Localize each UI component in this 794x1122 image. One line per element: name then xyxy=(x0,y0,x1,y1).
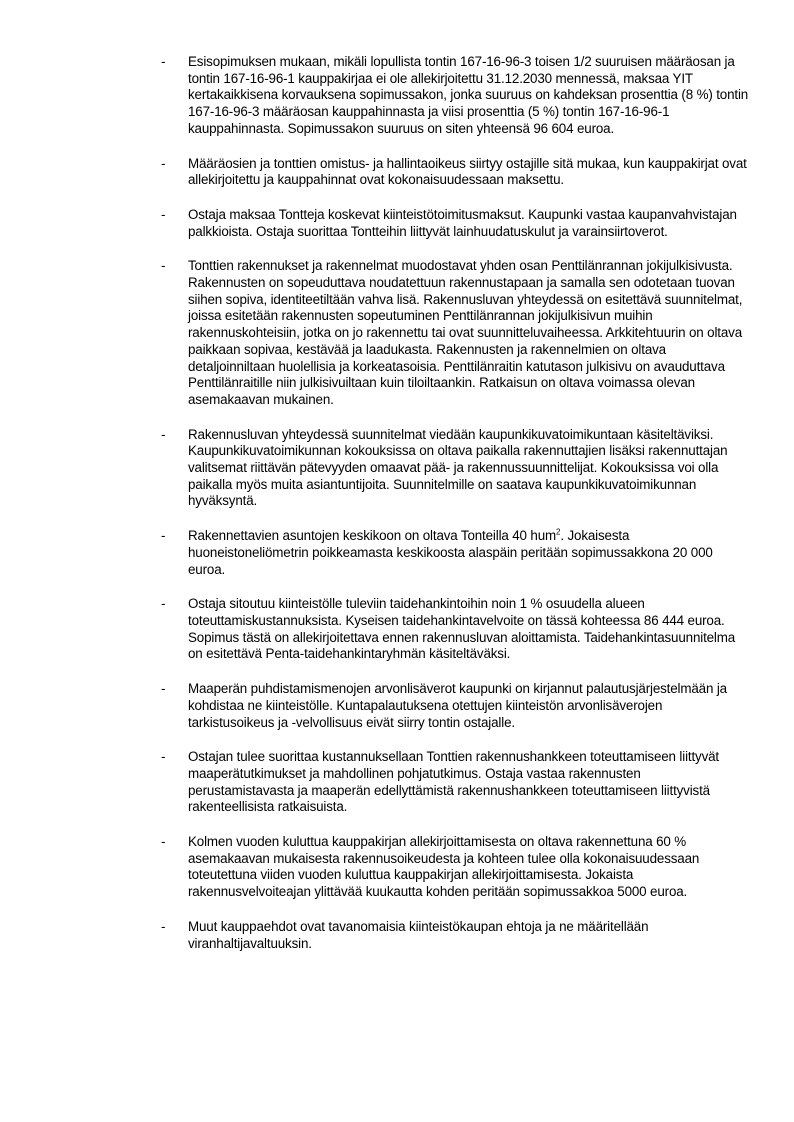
paragraph-text-end: . Jokaisesta huoneistoneliömetrin poikkeamasta keskikoosta alaspäin peritään sopimussakkona 20 000 euroa. xyxy=(188,528,713,577)
list-item xyxy=(160,834,750,901)
bullet-dash: - xyxy=(161,596,166,612)
bullet-dash: - xyxy=(161,426,166,442)
paragraph-text: Ostaja maksaa Tontteja koskevat kiinteistötoimitusmaksut. Kaupunki vastaa kaupanvahvistajan palkkioista. Ostaja suorittaa Tontteihin liittyvät lainhuudatuskulut ja varainsiirtoverot. xyxy=(188,206,737,239)
paragraph-text xyxy=(188,528,750,578)
list-item xyxy=(160,528,750,578)
bullet-dash: - xyxy=(161,206,166,222)
list-item xyxy=(160,919,750,952)
list-item xyxy=(160,156,750,189)
list-item xyxy=(160,207,750,240)
bullet-dash: - xyxy=(161,155,166,171)
paragraph-text: Muut kauppaehdot ovat tavanomaisia kiinteistökaupan ehtoja ja ne määritellään viranhaltijavaltuuksin. xyxy=(188,918,649,951)
bullet-dash: - xyxy=(161,749,166,765)
list-item xyxy=(160,258,750,408)
bullet-dash: - xyxy=(161,528,166,544)
paragraph-text: Esisopimuksen mukaan, mikäli lopullista tontin 167-16-96-3 toisen 1/2 suuruisen määräosan ja tontin 167-16-96-1 kauppakirjaa ei ole allekirjoitettu 31.12.2030 mennessä, maksaa YIT kertakaikkisena korvauksena sopimussakon, jonka suuruus on kahdeksan prosenttia (8 %) tontin 167-16-96-3 määräosan kauppahinnasta ja viisi prosenttia (5 %) tontin 167-16-96-1 kauppahinnasta. Sopimussakon suuruus on siten yhteensä 96 604 euroa. xyxy=(188,54,749,136)
paragraph-text: Maaperän puhdistamismenojen arvonlisäverot kaupunki on kirjannut palautusjärjestelmään ja kohdistaa ne kiinteistölle. Kuntapalautuksena otettujen kiinteistön arvonlisäverojen tarkistusoikeus ja -velvollisuus eivät siirry tontin ostajalle. xyxy=(188,681,727,730)
list-item xyxy=(160,54,750,138)
terms-bullet-list xyxy=(160,54,750,970)
list-item xyxy=(160,427,750,511)
paragraph-text-start: Rakennettavien asuntojen keskikoon on oltava Tonteilla 40 hum xyxy=(188,528,557,544)
bullet-dash: - xyxy=(161,918,166,934)
bullet-dash: - xyxy=(161,258,166,274)
bullet-dash: - xyxy=(161,834,166,850)
bullet-dash: - xyxy=(161,681,166,697)
list-item xyxy=(160,681,750,731)
paragraph-text: Ostajan tulee suorittaa kustannuksellaan Tonttien rakennushankkeen toteuttamiseen liittyvät maaperätutkimukset ja mahdollinen pohjatutkimus. Ostaja vastaa rakennusten perustamistavasta ja maaperän edellyttämistä rakennushankkeen toteuttamiseen liittyvistä rakenteellisista ratkaisuista. xyxy=(188,749,719,815)
paragraph-text: Rakennusluvan yhteydessä suunnitelmat viedään kaupunkikuvatoimikuntaan käsiteltäviksi. Kaupunkikuvatoimikunnan kokouksissa on oltava paikalla rakennuttajien lisäksi rakennuttajan valitsemat riittävän pätevyyden omaavat pää- ja rakennussuunnittelijat. Kokouksissa voi olla paikalla myös muita asiantuntijoita. Suunnitelmille on saatava kaupunkikuvatoimikunnan hyväksyntä. xyxy=(188,426,728,509)
bullet-dash: - xyxy=(161,54,166,69)
paragraph-text: Määräosien ja tonttien omistus- ja hallintaoikeus siirtyy ostajille sitä mukaa, kun kauppakirjat ovat allekirjoitettu ja kauppahinnat ovat kokonaisuudessaan maksettu. xyxy=(188,155,747,188)
paragraph-text: Tonttien rakennukset ja rakennelmat muodostavat yhden osan Penttilänrannan jokijulkisivusta. Rakennusten on sopeuduttava noudatettuun rakennustapaan ja samalla sen odotetaan tuovan siihen sopiva, identiteetiltään vahva lisä. Rakennusluvan yhteydessä on esitettävä suunnitelmat, joissa esitetään rakennusten sopeutuminen Penttilänrannan jokijulkisivun muihin rakennuskohteisiin, jotka on jo rakennettu tai ovat suunnitteluvaiheessa. Arkkitehtuurin on oltava paikkaan sopivaa, kestävää ja laadukasta. Rakennusten ja rakennelmien on oltava detaljoinniltaan huolellisia ja korkeatasoisia. Penttilänraitin katutason julkisivu on avauduttava Penttilänraitille niin julkisivuiltaan kuin tiloiltaankin. Ratkaisun on oltava voimassa olevan asemakaavan mukainen. xyxy=(188,258,743,407)
superscript-unit: 2 xyxy=(556,527,561,537)
paragraph-text: Kolmen vuoden kuluttua kauppakirjan allekirjoittamisesta on oltava rakennettuna 60 % asemakaavan mukaisesta rakennusoikeudesta ja kohteen tulee olla kokonaisuudessaan toteutettuna viiden vuoden kuluttua kauppakirjan allekirjoittamisesta. Jokaista rakennusvelvoiteajan ylittävää kuukautta kohden peritään sopimussakkoa 5000 euroa. xyxy=(188,834,700,900)
list-item xyxy=(160,596,750,663)
paragraph-text: Ostaja sitoutuu kiinteistölle tuleviin taidehankintoihin noin 1 % osuudella alueen toteuttamiskustannuksista. Kyseisen taidehankintavelvoite on tässä kohteessa 86 444 euroa. Sopimus tästä on allekirjoitettava ennen rakennusluvan aloittamista. Taidehankintasuunnitelma on esitettävä Penta-taidehankintaryhmän käsiteltäväksi. xyxy=(188,596,736,662)
list-item xyxy=(160,749,750,816)
